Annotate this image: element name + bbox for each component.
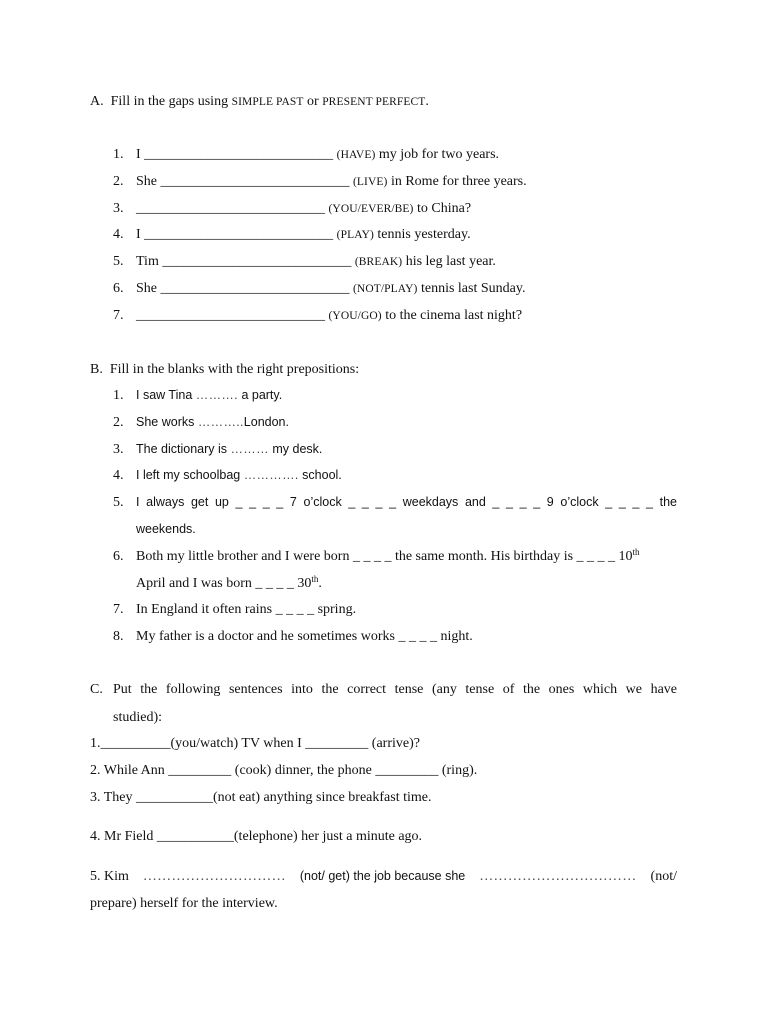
a-item-subject: She xyxy=(136,174,157,189)
section-c-instruction-line1: Put the following sentences into the correct tense (any tense of the ones which we have xyxy=(113,682,677,697)
a-item-blank[interactable]: ___________________________ xyxy=(160,174,350,189)
a-item-blank[interactable]: ___________________________ xyxy=(136,308,325,323)
a-item-blank[interactable]: ___________________________ xyxy=(162,254,352,269)
c-item-5-line1: 5. Kim ………………………… (not/ get) the job because she …………………………… (not/ xyxy=(90,869,677,884)
a-item-verb: (LIVE) xyxy=(353,176,388,188)
a-item-blank[interactable]: ___________________________ xyxy=(136,201,325,216)
b-item-7-text: In England it often rains _ _ _ _ spring. xyxy=(136,602,357,617)
c-item-2: 2. While Ann _________ (cook) dinner, the phone _________ (ring). xyxy=(90,763,478,778)
b-item-blank[interactable]: ………. xyxy=(195,388,238,402)
a-item-verb: (BREAK) xyxy=(354,256,403,268)
a-item-number: 5. xyxy=(113,254,124,269)
a-item-number: 4. xyxy=(113,227,124,242)
b-item-5-line2: weekends. xyxy=(136,522,196,536)
a-item-verb: (HAVE) xyxy=(336,149,376,161)
a-item-rest: to China? xyxy=(416,201,472,216)
b-item-number: 2. xyxy=(113,415,124,430)
section-b-instruction: B. Fill in the blanks with the right prepositions: xyxy=(90,362,360,377)
a-item-verb: (YOU/GO) xyxy=(328,310,382,322)
a-item-line xyxy=(136,307,522,325)
a-item-line xyxy=(136,173,527,191)
a-item-blank[interactable]: ___________________________ xyxy=(144,147,334,162)
a-item-number: 2. xyxy=(113,174,124,189)
a-item-rest: his leg last year. xyxy=(405,254,496,269)
a-item-line xyxy=(136,253,496,271)
b-item-8-num: 8. xyxy=(113,629,124,644)
c-item-5-line2: prepare) herself for the interview. xyxy=(90,896,278,911)
a-item-rest: tennis yesterday. xyxy=(377,227,471,242)
b-item-blank[interactable]: ……… xyxy=(230,442,269,456)
a-item-rest: to the cinema last night? xyxy=(385,308,523,323)
b-item-6-num: 6. xyxy=(113,549,124,564)
a-item-number: 3. xyxy=(113,201,124,216)
section-b-marker: B. xyxy=(90,362,103,377)
b-item-number: 4. xyxy=(113,468,124,483)
b-item-5-line1: I always get up _ _ _ _ 7 o’clock _ _ _ _ weekdays and _ _ _ _ 9 o’clock _ _ _ _ the xyxy=(136,495,677,509)
a-item-rest: my job for two years. xyxy=(378,147,500,162)
c-item-1: 1.__________(you/watch) TV when I _________ (arrive)? xyxy=(90,736,420,751)
a-item-rest: tennis last Sunday. xyxy=(420,281,526,296)
c-item-3: 3. They ___________(not eat) anything since breakfast time. xyxy=(90,790,432,805)
a-item-line xyxy=(136,226,471,244)
c-item-4: 4. Mr Field ___________(telephone) her just a minute ago. xyxy=(90,829,423,844)
a-item-number: 6. xyxy=(113,281,124,296)
b-item-blank[interactable]: ……….. xyxy=(197,415,244,429)
section-a-marker: A. xyxy=(90,94,104,109)
b-item-8-text: My father is a doctor and he sometimes works _ _ _ _ night. xyxy=(136,629,473,644)
section-a-instruction: A. Fill in the gaps using SIMPLE PAST or PRESENT PERFECT. xyxy=(90,94,429,109)
a-item-verb: (YOU/EVER/BE) xyxy=(328,203,414,215)
b-item-line: The dictionary is ……… my desk. xyxy=(136,442,323,456)
a-item-subject: I xyxy=(136,227,141,242)
b-item-line: I left my schoolbag …………. school. xyxy=(136,468,342,482)
b-item-number: 1. xyxy=(113,388,124,403)
b-item-6-line1: Both my little brother and I were born _ _ _ _ the same month. His birthday is _ _ _ _ 10th xyxy=(136,547,640,564)
a-item-subject: Tim xyxy=(136,254,159,269)
a-item-blank[interactable]: ___________________________ xyxy=(144,227,334,242)
a-item-line xyxy=(136,280,525,298)
b-item-6-line2: April and I was born _ _ _ _ 30th. xyxy=(136,574,322,591)
a-item-rest: in Rome for three years. xyxy=(390,174,527,189)
a-item-subject: She xyxy=(136,281,157,296)
b-item-blank[interactable]: …………. xyxy=(243,468,299,482)
b-item-5-num: 5. xyxy=(113,495,124,510)
a-item-line xyxy=(136,200,471,218)
b-item-number: 3. xyxy=(113,442,124,457)
section-c-marker: C. xyxy=(90,682,103,697)
a-item-line xyxy=(136,146,499,164)
a-item-subject: I xyxy=(136,147,141,162)
a-item-number: 7. xyxy=(113,308,124,323)
a-item-number: 1. xyxy=(113,147,124,162)
section-c-instruction-line2: studied): xyxy=(113,710,162,725)
b-item-line: She works ………..London. xyxy=(136,415,289,429)
a-item-blank[interactable]: ___________________________ xyxy=(160,281,350,296)
b-item-7-num: 7. xyxy=(113,602,124,617)
b-item-line: I saw Tina ………. a party. xyxy=(136,388,283,402)
a-item-verb: (PLAY) xyxy=(336,229,374,241)
a-item-verb: (NOT/PLAY) xyxy=(353,283,418,295)
